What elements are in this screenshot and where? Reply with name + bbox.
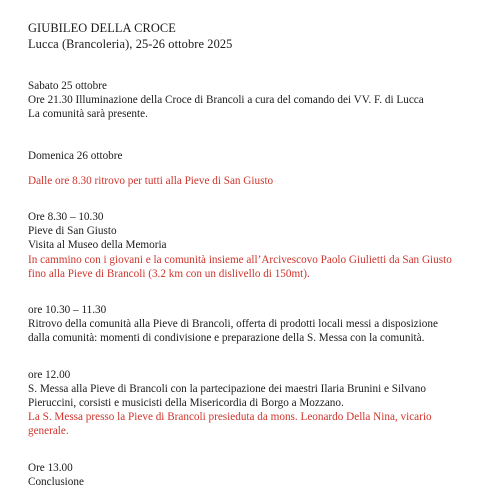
document-title: GIUBILEO DELLA CROCE <box>28 21 176 35</box>
slot2-line-1: Ritrovo della comunità alla Pieve di Brancoli, offerta di prodotti locali messi a disposizione <box>28 318 438 331</box>
sunday-heading: Domenica 26 ottobre <box>28 149 123 162</box>
document-subtitle: Lucca (Brancoleria), 25-26 ottobre 2025 <box>28 37 233 51</box>
slot1-red-line-2: fino alla Pieve di Brancoli (3.2 km con un dislivello di 150mt). <box>28 267 310 280</box>
slot4-line-1: Conclusione <box>28 475 84 488</box>
slot3-time: ore 12.00 <box>28 368 71 381</box>
saturday-heading: Sabato 25 ottobre <box>28 80 107 92</box>
slot1-time: Ore 8.30 – 10.30 <box>28 211 104 224</box>
slot3-red-line-1: La S. Messa presso la Pieve di Brancoli presieduta da mons. Leonardo Della Nina, vicario <box>28 411 432 424</box>
slot4-time: Ore 13.00 <box>28 461 73 474</box>
document-page <box>28 20 488 489</box>
slot3-red-line-2: generale. <box>28 425 69 438</box>
slot2-line-2: dalla comunità: momenti di condivisione e preparazione della S. Messa con la comunità. <box>28 332 425 345</box>
slot2-time: ore 10.30 – 11.30 <box>28 304 107 317</box>
saturday-community-line: La comunità sarà presente. <box>28 108 148 121</box>
slot1-line-2: Visita al Museo della Memoria <box>28 239 167 252</box>
slot3-line-2: Pieruccini, corsisti e musicisti della Misericordia di Borgo a Mozzano. <box>28 397 344 410</box>
slot1-red-line-1: In cammino con i giovani e la comunità insieme all’Arcivescovo Paolo Giulietti da San Giusto <box>28 253 452 266</box>
sunday-meeting-note: Dalle ore 8.30 ritrovo per tutti alla Pieve di San Giusto <box>28 174 274 187</box>
slot1-line-1: Pieve di San Giusto <box>28 225 117 238</box>
slot3-line-1: S. Messa alla Pieve di Brancoli con la partecipazione dei maestri Ilaria Brunini e Silvano <box>28 382 426 395</box>
saturday-event-line: Ore 21.30 Illuminazione della Croce di Brancoli a cura del comando dei VV. F. di Lucca <box>28 94 424 107</box>
